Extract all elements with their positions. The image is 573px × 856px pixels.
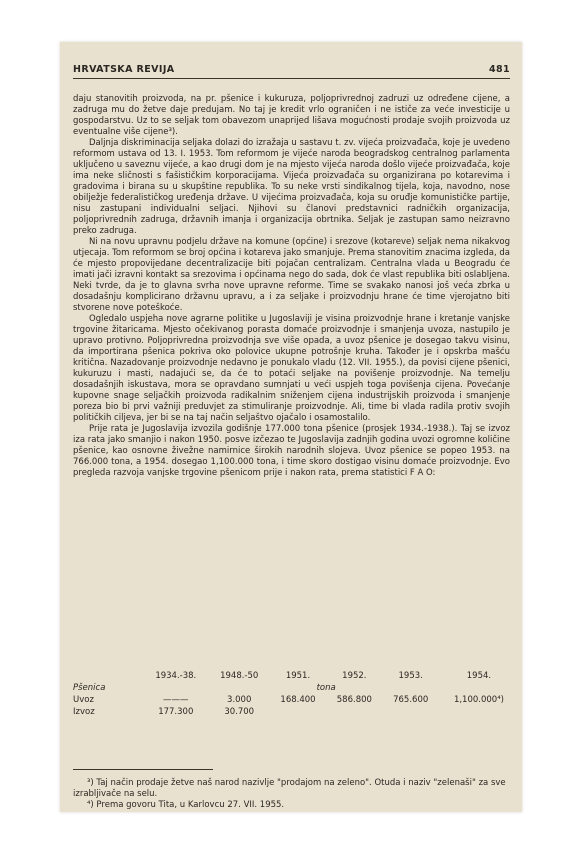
journal-title: HRVATSKA REVIJA	[73, 64, 175, 75]
paragraph: Ogledalo uspjeha nove agrarne politike u Jugoslaviji je visina proizvodnje hrane i kretanje vanjske trgovine žitaricama. Mjesto očekivanog porasta domaće proizvodnje i smanjenja uvoza, nastupilo je upravo protivno. Poljoprivredna proizvodnja sve više opada, a uvoz pšenice je dosegao takvu visinu, da importirana pšenica pokriva oko polovice ukupne potrošnje kruha. Također je i opskrba mašću kritična. Nazadovanje proizvodnje nedavno je ponukalo vladu (12. VII. 1955.), da povisi cijene pšenici, kukuruzu i masti, nadajući se, da će to potaći seljake na povišenje proizvodnje. Na temelju dosadašnjih iskustava, mora se opravdano sumnjati u veći uspjeh toga povišenja cijena. Povećanje kupovne snage seljačkih proizvoda radikalnim sniženjem cijena industrijskih proizvoda i smanjenje poreza bio bi prvi važniji preduvjet za stimuliranje proizvodnje. Ali, time bi vlada radila protiv svojih političkih ciljeva, jer bi se na taj način seljaštvo ojačalo i osamostalilo.	[73, 314, 510, 423]
wheat-trade-table	[73, 670, 519, 718]
table-cell	[326, 706, 382, 718]
table-cell: 177.300	[158, 707, 194, 717]
commodity-label: Pšenica	[73, 683, 106, 693]
table-cell	[270, 706, 326, 718]
year-header: 1953.	[398, 671, 423, 681]
table-cell: 168.400	[280, 695, 316, 705]
year-header: 1954.	[466, 671, 492, 681]
header-rule	[73, 78, 510, 79]
year-header: 1948.-50	[220, 671, 259, 681]
table-cell: 586.800	[336, 695, 372, 705]
table-cell	[439, 706, 519, 718]
footnote-rule	[73, 769, 213, 770]
year-header: 1934.-38.	[155, 671, 197, 681]
footnote: ³) Taj način prodaje žetve naš narod nazivlje "prodajom na zeleno". Otuda i naziv "zelenaši" za sve izrabljivače na selu.	[73, 778, 506, 799]
row-label: Izvoz	[73, 707, 95, 717]
page-number: 481	[488, 64, 510, 75]
year-header: 1952.	[342, 671, 367, 681]
running-header	[73, 59, 510, 75]
unit-label: tona	[316, 683, 336, 693]
footnote: ⁴) Prema govoru Tita, u Karlovcu 27. VII. 1955.	[87, 800, 285, 810]
table-header-row	[73, 670, 519, 682]
table-subheader-row	[73, 682, 519, 694]
table-cell: 765.600	[393, 695, 429, 705]
table-row	[73, 706, 519, 718]
table-cell	[383, 706, 439, 718]
table-cell: 1,100.000⁴)	[453, 695, 504, 705]
year-header: 1951.	[285, 671, 311, 681]
row-label: Uvoz	[73, 695, 94, 705]
paragraph: Daljnja diskriminacija seljaka dolazi do izražaja u sastavu t. zv. vijeća proizvađača, koje je uvedeno reformom ustava od 13. I. 1953. Tom reformom je vijeće naroda beogradskog centralnog parlamenta uključeno u saveznu vijeće, a kao drugi dom je na mjesto vijeća naroda došlo vijeće proizvađača, koje ima neke sličnosti s fašističkim korporacijama. Vijeća proizvađača su organizirana po kotarevima i gradovima i birana su u skupštine republika. To su neke vrsti sindikalnog tijela, koja, navodno, nose obilježje federalističkog uređenja države. U vijećima proizvađača, koja su oruđje komunističke partije, nisu zastupani individualni seljaci. Njihovi su članovi predstavnici radničkih organizacija, poljoprivrednih zadruga, državnih imanja i organizacija obrtnika. Seljak je zastupan samo neizravno preko zadruga.	[73, 138, 510, 236]
paragraph: daju stanovitih proizvoda, na pr. pšenice i kukuruza, poljoprivrednoj zadruzi uz određene cijene, a zadruga mu do žetve daje predujam. No taj je kredit vrlo ograničen i ne ističe za veće investicije u gospodarstvu. Uz to se seljak tom obavezom unaprijed lišava mogućnosti prodaje svojih proizvoda uz eventualne više cijene³).	[73, 94, 510, 137]
table-cell: 3.000	[227, 695, 252, 705]
paragraph: Prije rata je Jugoslavija izvozila godišnje 177.000 tona pšenice (prosjek 1934.-1938.). Taj se izvoz iza rata jako smanjio i nakon 1950. posve izčezao te Jugoslavija zadnjih godina uvozi ogromne količine pšenice, kao osnovne živežne namirnice širokih narodnih slojeva. Uvoz pšenice se popeo 1953. na 766.000 tona, a 1954. dosegao 1,100.000 tona, i time skoro dostigao visinu domaće proizvodnje. Evo pregleda razvoja vanjske trgovine pšenicom prije i nakon rata, prema statistici F A O:	[73, 424, 510, 478]
table-row	[73, 694, 519, 706]
book-page	[60, 42, 522, 812]
paragraph: Ni na novu upravnu podjelu države na komune (općine) i srezove (kotareve) seljak nema nikakvog utjecaja. Tom reformom se broj općina i kotareva jako smanjuje. Prema stanovitim znacima izgleda, da će mjesto propovijedane decentralizacije biti pojačan centralizam. Centralna vlada u Beogradu će imati jači izravni kontakt sa srezovima i općinama nego do sada, dok će vlast republika biti oslabljena. Neki tvrde, da je to glavna svrha nove upravne reforme. Time se svakako nanosi još veća zbrka u dosadašnju komplicirano državnu upravu, a i za seljake i proizvodnju hrane će time vjerojatno biti stvorene nove poteškoće.	[73, 237, 510, 313]
table-cell: 30.700	[224, 707, 255, 717]
footnotes	[73, 778, 510, 811]
article-body	[73, 94, 510, 479]
table-cell: ———	[163, 695, 189, 705]
